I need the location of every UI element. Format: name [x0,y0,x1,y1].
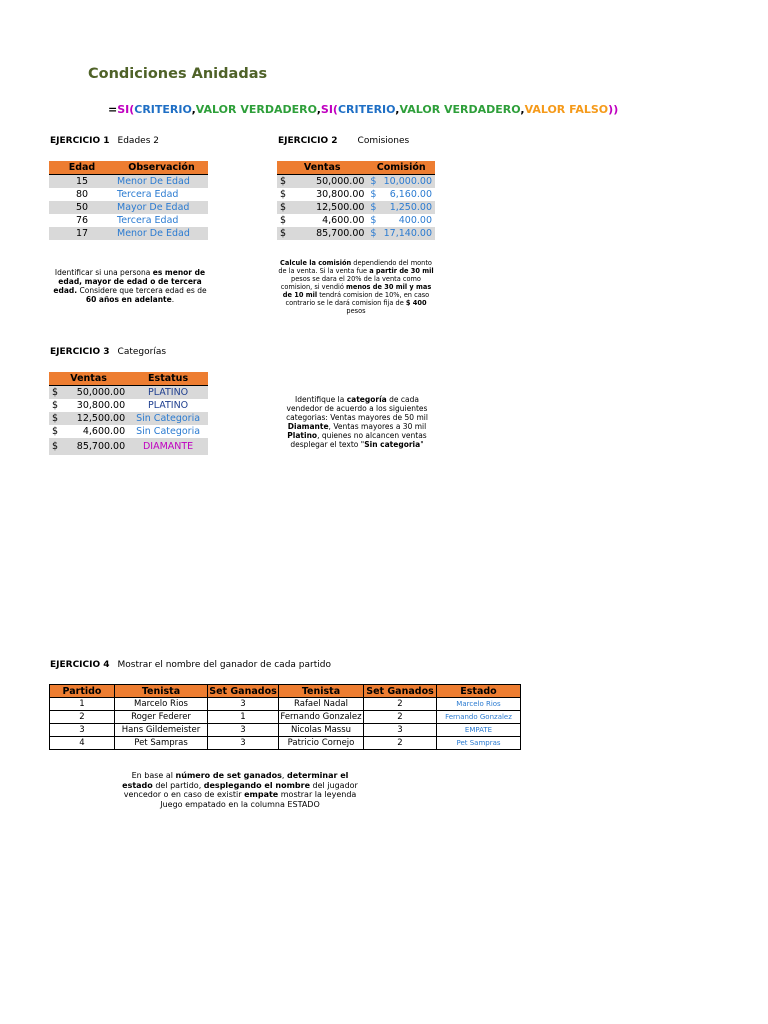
table-header-row [49,161,208,175]
ex4-subtitle: Mostrar el nombre del ganador de cada partido [117,660,331,670]
set-cell[interactable]: 3 [208,724,279,737]
currency-cell: $ [49,438,62,455]
comision-cell[interactable]: 1,250.00 [380,201,435,214]
note-text: . [171,295,175,304]
table-row [50,711,521,724]
col-header-observacion: Observación [115,161,208,175]
note-bold: menos de 30 mil y mas de 10 mil [282,283,432,299]
currency-cell: $ [52,400,59,411]
estado-cell[interactable]: Pet Sampras [437,737,521,750]
note-bold: a partir de 30 mil [369,267,434,275]
table-row [277,201,435,214]
set-cell[interactable]: 3 [364,724,437,737]
col-header-estatus: Estatus [128,372,208,386]
ex3-table [49,372,208,455]
formula-comma: , [191,103,196,116]
note-bold: $ 400 [405,299,427,307]
note-text: Identifique la [295,395,347,404]
observacion-cell[interactable]: Tercera Edad [117,215,179,226]
venta-cell[interactable]: 85,700.00 [292,227,367,240]
note-text: tendrá comision de 10%, en caso contrario se le dará comision fija de [285,291,430,307]
partido-cell[interactable]: 2 [50,711,115,724]
formula-si-1: SI( [117,103,135,116]
table-row [50,724,521,737]
col-header-comision: Comisión [367,161,435,175]
table-row [277,227,435,240]
table-row [49,175,208,189]
set-cell[interactable]: 2 [364,711,437,724]
table-row [49,438,208,455]
formula-criterio-2: CRITERIO [337,103,396,116]
ex4-heading [50,660,331,670]
col-header-partido: Partido [50,685,115,698]
currency-cell: $ [277,201,292,214]
table-row [49,412,208,425]
tenista-cell[interactable]: Rafael Nadal [279,698,364,711]
estatus-cell[interactable]: Sin Categoria [128,412,208,425]
set-cell[interactable]: 1 [208,711,279,724]
col-header-estado: Estado [437,685,521,698]
table-row [50,698,521,711]
table-header-row [50,685,521,698]
col-header-edad: Edad [49,161,115,175]
estatus-cell[interactable]: PLATINO [147,400,189,411]
currency-cell: $ [52,426,59,437]
table-row [49,425,208,438]
comision-cell[interactable]: 17,140.00 [380,227,435,240]
ex3-subtitle: Categorías [117,347,167,357]
tenista-cell[interactable]: Patricio Cornejo [279,737,364,750]
tenista-cell[interactable]: Nicolas Massu [279,724,364,737]
note-text: En base al [131,771,176,780]
venta-cell[interactable]: 4,600.00 [322,215,365,226]
set-cell[interactable]: 2 [364,737,437,750]
estatus-cell[interactable]: PLATINO [128,386,208,400]
currency-cell: $ [277,175,292,189]
note-text: , Ventas mayores a 30 mil [328,422,427,431]
table-row [277,188,435,201]
edad-cell[interactable]: 15 [49,175,115,189]
partido-cell[interactable]: 1 [50,698,115,711]
ex4-label: EJERCICIO 4 [50,660,110,670]
formula-si-2: SI( [320,103,338,116]
table-row [50,737,521,750]
formula-eq: = [108,103,118,116]
note-text: , quienes no alcancen ventas desplegar el texto " [290,431,427,449]
note-bold: Sin categoria [364,440,421,449]
ex3-instructions [282,395,432,449]
formula-valor-falso: VALOR FALSO [524,103,609,116]
venta-cell[interactable]: 12,500.00 [292,201,367,214]
ex2-label: EJERCICIO 2 [278,136,338,146]
venta-cell[interactable]: 85,700.00 [62,438,128,455]
tenista-cell[interactable]: Roger Federer [115,711,208,724]
set-cell[interactable]: 3 [208,737,279,750]
col-header-tenista-2: Tenista [279,685,364,698]
sheet-title: Condiciones Anidadas [88,66,268,82]
note-bold: 60 años en adelante [85,295,172,304]
edad-cell[interactable]: 50 [49,201,115,214]
table-row [49,188,208,201]
note-text: de cada vendedor de acuerdo a los siguientes categorias: Ventas mayores de 50 mil [286,395,428,422]
comision-cell[interactable]: 400.00 [398,215,432,226]
currency-cell: $ [370,189,377,200]
table-row [49,227,208,240]
estado-cell[interactable]: EMPATE [437,724,521,737]
observacion-cell[interactable]: Mayor De Edad [115,201,208,214]
note-bold: Diamante [287,422,329,431]
venta-cell[interactable]: 4,600.00 [82,426,126,437]
ex3-heading [50,347,166,357]
note-text: pesos se dara el 20% de la venta como comision, si vendió [280,275,421,291]
partido-cell[interactable]: 3 [50,724,115,737]
ex1-subtitle: Edades 2 [117,136,159,146]
ex1-heading [50,136,159,146]
note-bold: desplegando el nombre [203,780,310,790]
col-header-ventas: Ventas [49,372,128,386]
note-text: pesos [346,307,366,315]
comision-cell[interactable]: 10,000.00 [380,175,435,189]
currency-cell: $ [49,386,62,400]
note-text: del jugador vencedor o en caso de existir [123,780,358,799]
table-row [49,201,208,214]
observacion-cell[interactable]: Tercera Edad [117,189,179,200]
currency-cell: $ [49,412,62,425]
currency-cell: $ [367,201,380,214]
note-text: Identificar si una persona [54,268,153,277]
formula-valor-verdadero-2: VALOR VERDADERO [399,103,521,116]
currency-cell: $ [367,227,380,240]
formula-close: )) [608,103,619,116]
ex2-heading [278,136,409,146]
ex3-label: EJERCICIO 3 [50,347,110,357]
venta-cell[interactable]: 30,800.00 [316,189,365,200]
note-bold: Platino [287,431,318,440]
currency-cell: $ [370,215,377,226]
formula-valor-verdadero-1: VALOR VERDADERO [195,103,317,116]
col-header-ventas: Ventas [277,161,367,175]
venta-cell[interactable]: 12,500.00 [62,412,128,425]
table-row [277,214,435,227]
tenista-cell[interactable]: Hans Gildemeister [115,724,208,737]
estado-cell[interactable]: Fernando Gonzalez [437,711,521,724]
table-header-row [49,372,208,386]
table-header-row [277,161,435,175]
ex1-label: EJERCICIO 1 [50,136,110,146]
edad-cell[interactable]: 80 [75,189,89,200]
formula-criterio-1: CRITERIO [134,103,192,116]
tenista-cell[interactable]: Pet Sampras [115,737,208,750]
table-row [277,175,435,189]
formula-comma: , [520,103,525,116]
set-cell[interactable]: 2 [364,698,437,711]
note-text: del partido, [152,780,204,790]
currency-cell: $ [280,189,287,200]
venta-cell[interactable]: 50,000.00 [62,386,128,400]
estatus-cell[interactable]: Sin Categoria [136,426,201,437]
note-text: , [281,771,287,780]
note-bold: categoría [346,395,387,404]
partido-cell[interactable]: 4 [50,737,115,750]
note-bold: empate [244,790,279,799]
table-row [49,399,208,412]
ex1-table [49,161,208,240]
estatus-cell[interactable]: DIAMANTE [128,438,208,455]
col-header-tenista-1: Tenista [115,685,208,698]
ex2-instructions [277,259,435,315]
tenista-cell[interactable]: Fernando Gonzalez [280,712,362,722]
note-text: " [420,440,424,449]
observacion-cell[interactable]: Menor De Edad [115,227,208,240]
ex4-instructions [115,771,365,809]
note-bold: determinar el estado [122,771,349,790]
edad-cell[interactable]: 76 [75,215,89,226]
note-text: mostrar la leyenda Juego empatado en la columna ESTADO [160,790,357,809]
table-row [49,386,208,400]
col-header-set-ganados-1: Set Ganados [209,685,277,697]
currency-cell: $ [367,175,380,189]
formula-comma: , [395,103,400,116]
formula-comma: , [316,103,321,116]
ex2-table [277,161,435,240]
tenista-cell[interactable]: Marcelo Rios [115,698,208,711]
note-text: Considere que tercera edad es de [77,286,207,295]
col-header-set-ganados-2: Set Ganados [364,685,437,698]
ex2-subtitle: Comisiones [357,136,410,146]
currency-cell: $ [280,215,287,226]
table-row [49,214,208,227]
ex1-instructions [50,268,210,304]
note-bold: Calcule la comisión [280,259,352,267]
venta-cell[interactable]: 30,800.00 [76,400,126,411]
currency-cell: $ [277,227,292,240]
edad-cell[interactable]: 17 [49,227,115,240]
venta-cell[interactable]: 50,000.00 [292,175,367,189]
ex4-table [49,684,521,750]
comision-cell[interactable]: 6,160.00 [389,189,432,200]
estado-cell[interactable]: Marcelo Rios [437,698,521,711]
formula-syntax [108,103,618,116]
observacion-cell[interactable]: Menor De Edad [115,175,208,189]
note-bold: número de set ganados [175,771,282,780]
note-text: dependiendo del monto de la venta. Si la venta fue [278,259,432,275]
note-bold: es menor de edad, mayor de edad o de tercera edad. [53,268,206,295]
set-cell[interactable]: 3 [208,698,279,711]
